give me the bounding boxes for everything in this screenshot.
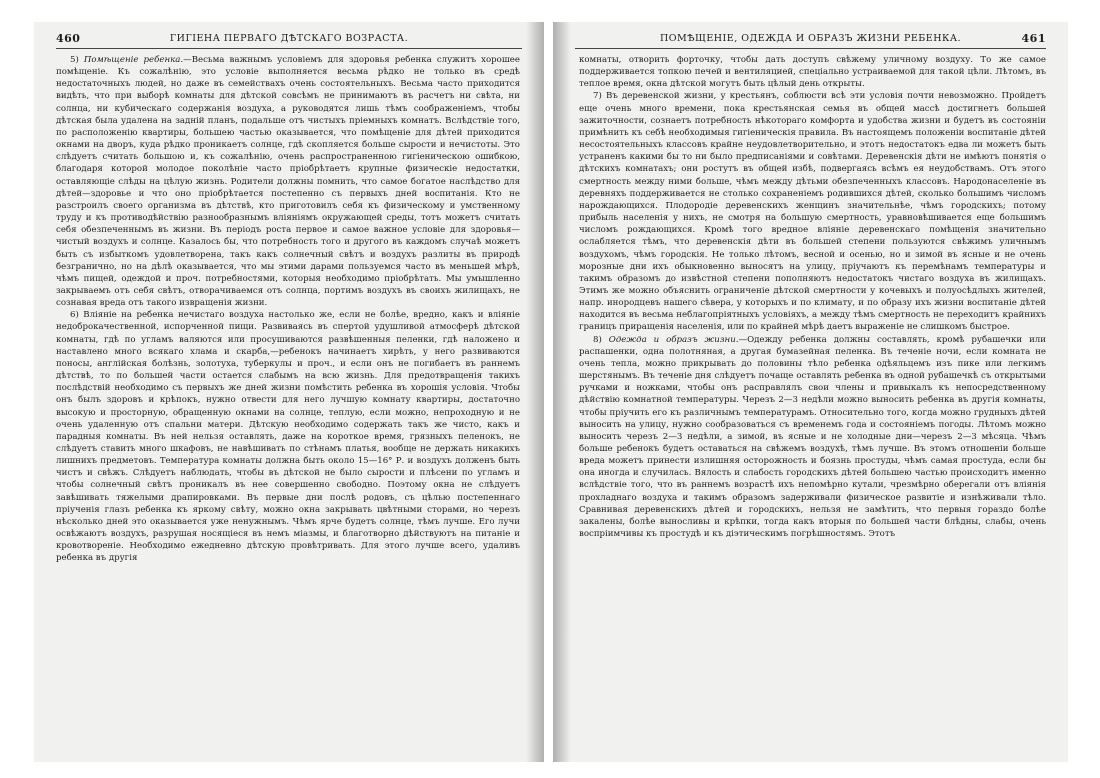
paragraph <box>56 54 520 309</box>
page-number: 460 <box>56 32 81 45</box>
running-head: ПОМѢЩЕНІЕ, ОДЕЖДА И ОБРАЗЪ ЖИЗНИ РЕБЕНКА. <box>659 33 962 44</box>
paragraph-text: Вліяніе на ребенка нечистаго воздуха настолько же, если не болѣе, вредно, какъ и вліяніе недоброкачественной, испорченной пищи. Развиваясь въ спертой удушливой атмосферѣ дѣтской комнаты, гдѣ по угламъ валяются или просушиваются развѣшенныя пеленки, гдѣ наложено и наставлено много всякаго хлама и скарба,—ребенокъ начинаетъ хирѣть, у него развиваются поносы, англійская болѣзнь, золотуха, туберкулы и проч., и если онъ не погибаетъ въ раннемъ дѣтствѣ, то по большей части остается слабымъ на всю жизнь. Для предотвращенія такихъ послѣдствій необходимо съ первыхъ же дней жизни помѣстить ребенка въ хорошія условія. Чтобы онъ былъ здоровъ и крѣпокъ, нужно отвести для него лучшую комнату квартиры, достаточно высокую и просторную, обращенную окнами на солнце, теплую, если можно, непроходную и не очень удаленную отъ спальни матери. Дѣтскую необходимо содержать такъ же чисто, какъ и парадныя комнаты. Въ ней нельзя оставлять, даже на короткое время, грязныхъ пеленокъ, не слѣдуетъ ставить много шкафовъ, не навѣшивать по стѣнамъ платья, вообще не держать никакихъ лишнихъ предметовъ. Температура комнаты должна быть около 15—16° Р. и воздухъ долженъ быть чистъ и свѣжъ. Слѣдуетъ наблюдать, чтобы въ дѣтской не было сырости и плѣсени по угламъ и чтобы солнечный свѣтъ проникалъ въ нее совершенно свободно. Поэтому окна не слѣдуетъ завѣшивать тяжелыми драпировками. Въ первые дни послѣ родовъ, съ цѣлью постепеннаго пріученія глазъ ребенка къ яркому свѣту, можно окна закрывать цвѣтными сторами, но черезъ нѣсколько дней это оказывается уже ненужнымъ. Чѣмъ ярче будетъ солнце, тѣмъ лучше. Его лучи освѣжаютъ воздухъ, разрушая носящіеся въ немъ міазмы, и благотворно дѣйствуютъ на питаніе и кровотвореніе. Необходимо ежедневно дѣтскую провѣтривать. Для этого лучше всего, удаливъ ребенка въ другія <box>56 310 520 564</box>
section-heading: Одежда и образъ жизни. <box>608 334 739 345</box>
paragraph-text: —Весьма важнымъ условіемъ для здоровья ребенка служитъ хорошее помѣщеніе. Къ сожалѣнію, это условіе выполняется весьма рѣдко не только въ средѣ недостаточныхъ людей, но даже въ семействахъ очень состоятельныхъ. Весьма часто приходится видѣть, что при выборѣ комнаты для дѣтской совсѣмъ не принимаютъ въ расчетъ ни свѣта, ни солнца, ни кубическаго содержанія воздуха, а руководятся лишь тѣмъ соображеніемъ, чтобы дѣтская была удалена на заднiй планъ, подальше отъ чистыхъ пріемныхъ комнатъ. Вслѣдствіе того, по расположенію квартиры, большею частью оказывается, что помѣщеніе для дѣтей приходится окнами на дворъ, куда рѣдко проникаетъ солнце, гдѣ скопляется больше сырости и нечистоты. Это слѣдуетъ считать большою и, къ сожалѣнію, очень распространенною гигіеническою ошибкою, благодаря которой молодое поколѣніе часто пріобрѣтаетъ крупные физическіе недостатки, оставляющіе слѣды на цѣлую жизнь. Родители должны помнить, что самое богатое наслѣдство для дѣтей—здоровье и что оно пріобрѣтается постепенно съ первыхъ дней воспитанія. Кто не разстроилъ своего организма въ дѣтствѣ, кто приготовилъ себя къ физическому и умственному труду и къ противодѣйствію разнообразнымъ вліяніямъ окружающей среды, тотъ можетъ считать себя обезпеченнымъ въ жизни. Въ періодъ роста первое и самое важное условіе для здоровья—чистый воздухъ и солнце. Казалось бы, что потребность того и другого въ каждомъ случаѣ можетъ быть съ избыткомъ удовлетворена, такъ какъ солнечный свѣтъ и воздухъ разлиты въ природѣ безгранично, но на дѣлѣ оказывается, что мы этими дарами пользуемся часто въ меньшей мѣрѣ, чѣмъ пищей, одеждой и проч. потребностями, которыя необходимо пріобрѣтать. Мы умышленно закрываемъ отъ себя свѣтъ, отворачиваемся отъ солнца, портимъ воздухъ въ своихъ жилищахъ, не сознавая вреда отъ такого извращенія жизни. <box>56 55 520 309</box>
left-page <box>34 22 544 762</box>
paragraph-text: Въ деревенской жизни, у крестьянъ, соблюсти всѣ эти условія почти невозможно. Пройдетъ еще очень много времени, пока крестьянская семья въ общей массѣ достигнетъ большей зажиточности, сознаетъ потребность нѣкотораго комфорта и удобства жизни и будетъ въ состояніи примѣнить къ себѣ необходимыя гигіеническія правила. Въ настоящемъ положеніи воспитаніе дѣтей несостоятельныхъ классовъ крайне неудовлетворительно, и этотъ недостатокъ едва ли можетъ быть устраненъ какими бы то ни было предписаніями и совѣтами. Деревенскія дѣти не имѣютъ понятія о дѣтскихъ комнатахъ; они ростутъ въ общей избѣ, подвергаясь всѣмъ ея неудобствамъ. Отъ этого смертность между ними больше, чѣмъ между дѣтьми обезпеченныхъ классовъ. Народонаселеніе въ деревняхъ поддерживается не столько сохраненіемъ родившихся дѣтей, сколько большимъ числомъ нарождающихся. Плодородіе деревенскихъ женщинъ значительнѣе, чѣмъ городскихъ; потому прибыль населенія у нихъ, не смотря на большую смертность, уравновѣшивается еще большимъ числомъ рождающихся. Кромѣ того вредное вліяніе деревенскаго помѣщенія значительно ослабляется тѣмъ, что деревенскія дѣти въ большей степени пользуются свѣжимъ уличнымъ воздухомъ, чѣмъ городскія. Не только лѣтомъ, весной и осенью, но и зимой въ ясные и не очень морозные дни ихъ обыкновенно выносятъ на улицу, пріучаютъ къ перемѣнамъ температуры и такимъ образомъ до извѣстной степени пополняютъ недостатокъ чистаго воздуха въ жилищахъ. Этимъ же можно объяснить ограниченіе дѣтской смертности у кочевыхъ и полуосѣдлыхъ жителей, напр. инородцевъ нашего сѣвера, у которыхъ и по климату, и по образу ихъ жизни воспитаніе дѣтей находится въ весьма неблагопріятныхъ условіяхъ, а между тѣмъ смертность не переходитъ крайнихъ границъ приращенія населенія, или по крайней мѣрѣ даетъ выраженіе не слишкомъ быстрое. <box>579 91 1046 333</box>
running-head: ГИГІЕНА ПЕРВАГО ДѢТСКАГО ВОЗРАСТА. <box>169 33 409 44</box>
paragraph <box>579 334 1046 541</box>
section-heading: Помѣщеніе ребенка. <box>83 55 184 65</box>
paragraph <box>56 309 520 564</box>
page-header <box>56 32 522 48</box>
paragraph <box>579 54 1046 90</box>
paragraph-number: 6) <box>70 310 84 321</box>
page-body <box>579 54 1046 756</box>
header-rule <box>575 48 1046 49</box>
page-body <box>56 54 520 756</box>
paragraph <box>579 90 1046 333</box>
paragraph-number: 7) <box>593 91 606 102</box>
right-page <box>553 22 1068 762</box>
gutter-shadow <box>553 22 571 762</box>
paragraph-number: 5) <box>70 55 84 65</box>
paragraph-number: 8) <box>593 334 609 345</box>
paragraph-text: комнаты, отворить форточку, чтобы дать доступъ свѣжему уличному воздуху. То же самое поддерживается топкою печей и вентиляцией, спеціально устраиваемой для такой цѣли. Лѣтомъ, въ теплое время, окна дѣтской могутъ быть цѣлый день открыты. <box>579 55 1046 90</box>
gutter-shadow <box>526 22 544 762</box>
page-number: 461 <box>1021 32 1046 45</box>
page-header <box>575 32 1046 48</box>
paragraph-text: —Одежду ребенка должны составлять, кромѣ рубашечки или распашенки, одна полотняная, а другая бумазейная пеленка. Въ теченіе ночи, если комната не очень тепла, можно прикрывать до половины тѣло ребенка одѣяльцемъ изъ пике или легкимъ шерстянымъ. Въ теченіе дня слѣдуетъ почаще оставлять ребенка въ одной рубашечкѣ съ открытыми ручками и ножками, чтобы онъ расправлялъ свои члены и привыкалъ къ непосредственному дѣйствію комнатной температуры. Черезъ 2—3 недѣли можно выносить ребенка въ другія комнаты, чтобы пріучить его къ различнымъ температурамъ. Относительно того, когда можно грудныхъ дѣтей выносить на улицу, нужно сообразоваться съ временемъ года и состояніемъ погоды. Лѣтомъ можно выносить черезъ 2—3 недѣли, а зимой, въ ясные и не холодные дни—черезъ 2—3 мѣсяца. Чѣмъ больше ребенокъ будетъ оставаться на свѣжемъ воздухѣ, тѣмъ лучше. Въ этомъ отношеніи больше вреда можетъ принести излишняя осторожность и боязнь простуды, чѣмъ самая простуда, если бы она иногда и случилась. Вялость и слабость городскихъ дѣтей большею частью происходитъ именно вслѣдствіе того, что въ раннемъ возрастѣ ихъ непомѣрно кутали, чрезмѣрно оберегали отъ вліянія прохладнаго воздуха и такимъ образомъ задерживали физическое развитіе и изнѣживали тѣло. Сравнивая деревенскихъ дѣтей и городскихъ, нельзя не замѣтить, что первыя гораздо болѣе закалены, болѣе выносливы и крѣпки, тогда какъ вторыя по большей части блѣдны, слабы, очень воспріимчивы къ простудѣ и къ діэтическимъ погрѣшностямъ. Этотъ <box>579 334 1046 540</box>
header-rule <box>56 48 522 49</box>
